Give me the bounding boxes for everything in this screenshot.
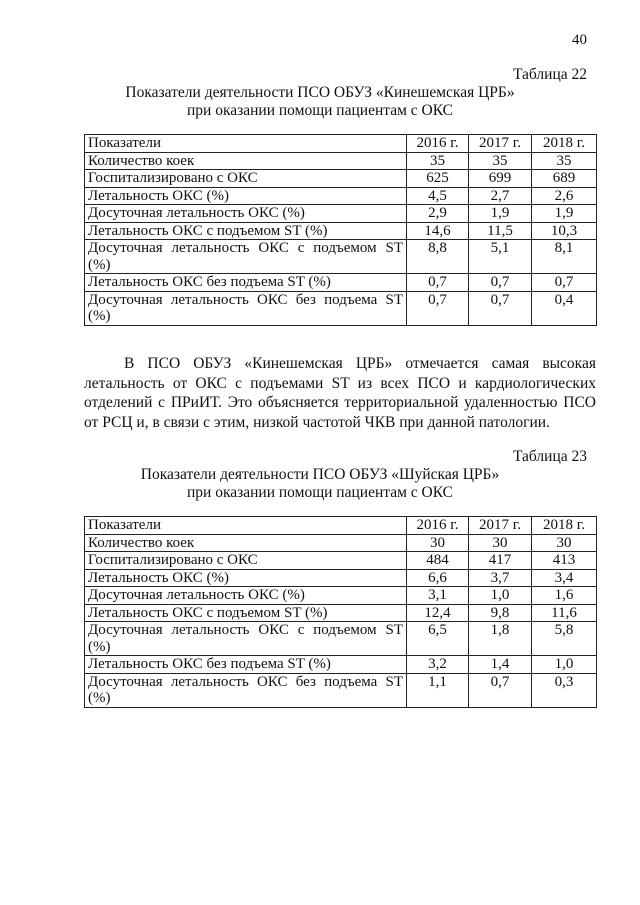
table-22-caption-line1: Показатели деятельности ПСО ОБУЗ «Кинешемская ЦРБ» [125,84,515,101]
indicator-cell: Досуточная летальность ОКС (%) [85,205,407,223]
table-row [85,274,597,292]
table-row [85,187,597,205]
indicator-cell: Досуточная летальность ОКС (%) [85,587,407,605]
table-23-caption-line1: Показатели деятельности ПСО ОБУЗ «Шуйская ЦРБ» [140,466,500,483]
value-cell: 11,5 [469,222,532,240]
column-header: 2016 г. [407,517,469,535]
table-row [85,587,597,605]
column-header: Показатели [85,135,407,153]
page-number: 40 [572,32,587,48]
value-cell: 0,7 [532,274,597,292]
value-cell: 12,4 [407,604,469,622]
table-row [85,569,597,587]
column-header: 2017 г. [469,135,532,153]
table-row [85,656,597,674]
column-header: 2017 г. [469,517,532,535]
value-cell: 30 [407,534,469,552]
indicator-cell: Летальность ОКС без подъема ST (%) [85,274,407,292]
indicator-cell: Количество коек [85,534,407,552]
value-cell: 417 [469,552,532,570]
value-cell: 1,9 [469,205,532,223]
value-cell: 5,8 [532,622,597,656]
value-cell: 689 [532,170,597,188]
indicator-cell: Летальность ОКС (%) [85,569,407,587]
table-header-row [85,135,597,153]
value-cell: 1,0 [532,656,597,674]
column-header: 2018 г. [532,517,597,535]
value-cell: 0,7 [407,274,469,292]
table-row [85,291,597,325]
indicator-cell: Досуточная летальность ОКС с подъемом ST (%) [85,622,407,656]
indicator-cell: Госпитализировано с ОКС [85,170,407,188]
table-row [85,604,597,622]
table-row [85,205,597,223]
value-cell: 10,3 [532,222,597,240]
value-cell: 2,6 [532,187,597,205]
value-cell: 0,3 [532,673,597,707]
value-cell: 3,4 [532,569,597,587]
value-cell: 11,6 [532,604,597,622]
table-row [85,240,597,274]
value-cell: 2,7 [469,187,532,205]
value-cell: 8,8 [407,240,469,274]
value-cell: 1,1 [407,673,469,707]
column-header: Показатели [85,517,407,535]
value-cell: 1,0 [469,587,532,605]
value-cell: 0,7 [469,291,532,325]
value-cell: 0,7 [469,673,532,707]
value-cell: 1,9 [532,205,597,223]
table-row [85,170,597,188]
table-22 [84,134,597,326]
value-cell: 1,4 [469,656,532,674]
value-cell: 1,6 [532,587,597,605]
value-cell: 699 [469,170,532,188]
indicator-cell: Летальность ОКС с подъемом ST (%) [85,604,407,622]
table-row [85,222,597,240]
body-paragraph: В ПСО ОБУЗ «Кинешемская ЦРБ» отмечается самая высокая летальность от ОКС с подъемами ST из всех ПСО и кардиологических отделений с ПРиИТ. Это объясняется территориальной удаленностью ПСО от РСЦ и, в связи с этим, низкой частотой ЧКВ при данной патологии. [84,355,596,431]
table-23-caption [0,466,640,502]
indicator-cell: Летальность ОКС без подъема ST (%) [85,656,407,674]
value-cell: 3,1 [407,587,469,605]
value-cell: 35 [469,152,532,170]
value-cell: 625 [407,170,469,188]
indicator-cell: Госпитализировано с ОКС [85,552,407,570]
value-cell: 9,8 [469,604,532,622]
table-23 [84,516,597,708]
value-cell: 0,7 [469,274,532,292]
table-22-caption [0,84,640,120]
table-23-caption-line2: при оказании помощи пациентам с ОКС [186,484,454,501]
table-row [85,622,597,656]
value-cell: 0,4 [532,291,597,325]
table-row [85,552,597,570]
table-22-caption-line2: при оказании помощи пациентам с ОКС [186,102,454,119]
value-cell: 8,1 [532,240,597,274]
value-cell: 484 [407,552,469,570]
table-23-label: Таблица 23 [512,448,587,465]
indicator-cell: Досуточная летальность ОКС с подъемом ST (%) [85,240,407,274]
table-header-row [85,517,597,535]
value-cell: 14,6 [407,222,469,240]
value-cell: 35 [532,152,597,170]
value-cell: 413 [532,552,597,570]
indicator-cell: Количество коек [85,152,407,170]
column-header: 2018 г. [532,135,597,153]
value-cell: 4,5 [407,187,469,205]
value-cell: 0,7 [407,291,469,325]
indicator-cell: Летальность ОКС с подъемом ST (%) [85,222,407,240]
value-cell: 6,6 [407,569,469,587]
value-cell: 3,7 [469,569,532,587]
value-cell: 1,8 [469,622,532,656]
indicator-cell: Досуточная летальность ОКС без подъема ST (%) [85,673,407,707]
table-row [85,152,597,170]
table-row [85,673,597,707]
value-cell: 6,5 [407,622,469,656]
value-cell: 5,1 [469,240,532,274]
indicator-cell: Досуточная летальность ОКС без подъема ST (%) [85,291,407,325]
value-cell: 3,2 [407,656,469,674]
value-cell: 30 [532,534,597,552]
column-header: 2016 г. [407,135,469,153]
table-22-label: Таблица 22 [512,66,587,83]
value-cell: 35 [407,152,469,170]
table-row [85,534,597,552]
indicator-cell: Летальность ОКС (%) [85,187,407,205]
value-cell: 30 [469,534,532,552]
value-cell: 2,9 [407,205,469,223]
